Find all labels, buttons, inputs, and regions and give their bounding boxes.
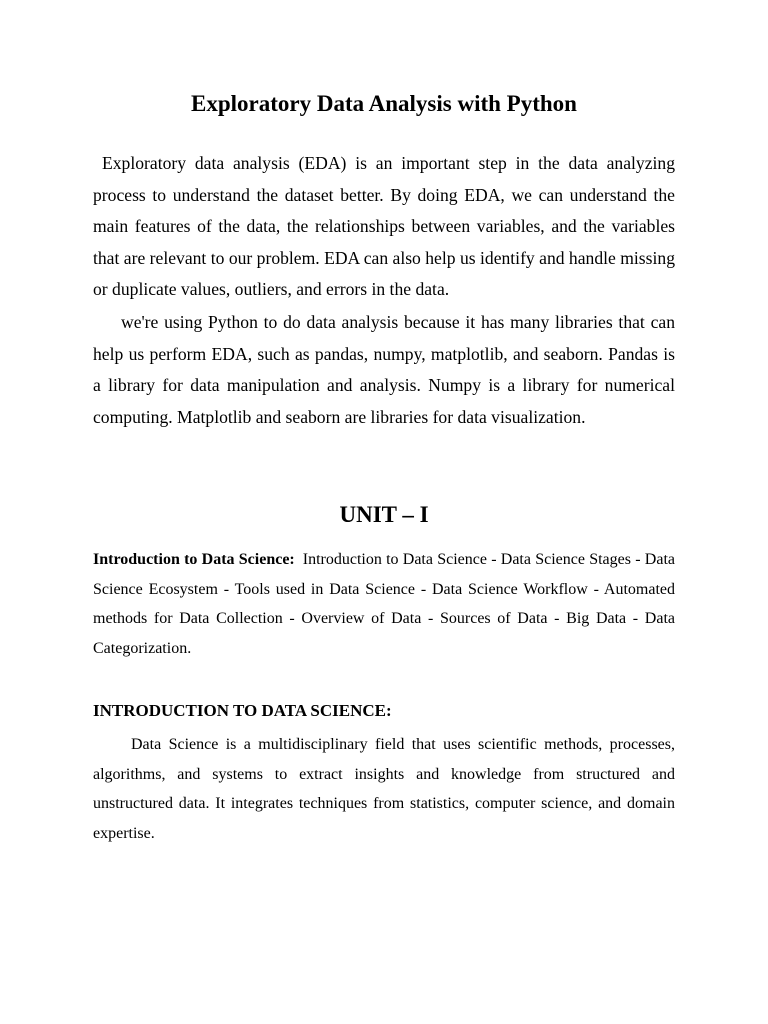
python-paragraph: we're using Python to do data analysis because it has many libraries that can help us perform EDA, such as pandas, numpy, matplotlib, and seaborn. Pandas is a library for data manipulation and analysis. Numpy is a library for numerical computing. Matplotlib and seaborn are libraries for data visualization.	[93, 312, 675, 427]
data-science-paragraph: Data Science is a multidisciplinary field that uses scientific methods, processes, algorithms, and systems to extract insights and knowledge from structured and unstructured data. It integrates techniques from statistics, computer science, and domain expertise.	[93, 736, 675, 842]
document-title: Exploratory Data Analysis with Python	[191, 91, 577, 116]
section-heading: INTRODUCTION TO DATA SCIENCE:	[93, 701, 392, 720]
syllabus-text: Introduction to Data Science - Data Science Stages - Data Science Ecosystem - Tools used in Data Science - Data Science Workflow - Automated methods for Data Collection - Overview of Data - Sources of Data - Big Data - Data Categorization.	[93, 551, 675, 657]
unit-heading: UNIT – I	[339, 502, 429, 527]
intro-paragraph: Exploratory data analysis (EDA) is an important step in the data analyzing process to understand the dataset better. By doing EDA, we can understand the main features of the data, the relationships between variables, and the variables that are relevant to our problem. EDA can also help us identify and handle missing or duplicate values, outliers, and errors in the data.	[93, 153, 675, 299]
syllabus-lead: Introduction to Data Science:	[93, 551, 295, 568]
syllabus-paragraph	[93, 545, 675, 663]
